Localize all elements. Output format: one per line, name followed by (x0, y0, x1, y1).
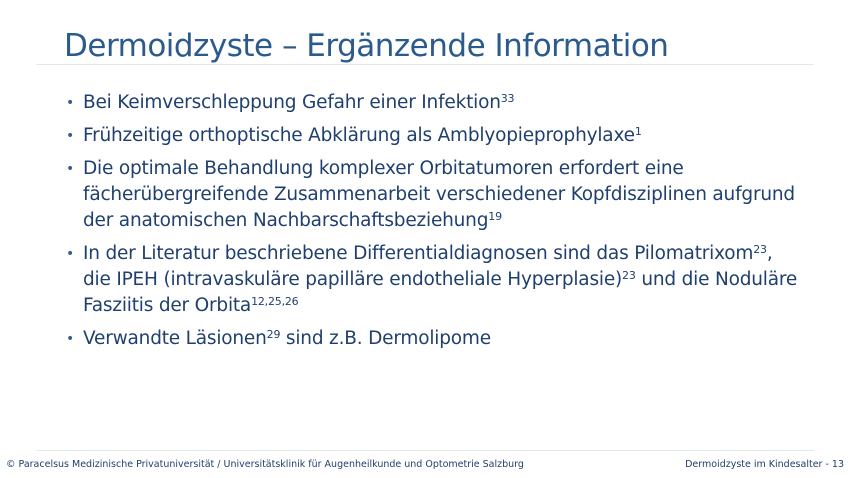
bullet-text: Verwandte Läsionen (83, 328, 267, 349)
bullet-item-differential (64, 241, 804, 319)
bullet-dot-icon: • (66, 128, 75, 144)
reference-superscript: 19 (488, 209, 502, 223)
bullet-item-infection (64, 90, 804, 116)
footer-divider (36, 450, 814, 451)
title-divider (36, 64, 814, 65)
bullet-item-treatment (64, 156, 804, 234)
reference-superscript: 1 (634, 124, 642, 138)
footer-page-label: Dermoidzyste im Kindesalter - 13 (685, 459, 844, 470)
bullet-dot-icon: • (66, 95, 75, 111)
bullet-dot-icon: • (66, 161, 75, 177)
reference-superscript: 29 (266, 327, 281, 341)
bullet-text: , die IPEH (intravaskuläre papilläre endotheliale Hyperplasie) (83, 243, 773, 290)
bullet-item-orthoptic (64, 123, 804, 149)
bullet-dot-icon: • (66, 331, 75, 347)
bullet-item-related (64, 326, 804, 352)
footer-copyright: © Paracelsus Medizinische Privatuniversität / Universitätsklinik für Augenheilkunde und Optometrie Salzburg (6, 459, 524, 470)
reference-superscript: 33 (500, 91, 515, 105)
reference-superscript: 23 (622, 268, 636, 282)
bullet-text: In der Literatur beschriebene Differentialdiagnosen sind das Pilomatrixom (83, 243, 754, 264)
reference-superscript: 12,25,26 (251, 294, 299, 308)
bullet-text: Frühzeitige orthoptische Abklärung als Amblyopieprophylaxe (83, 125, 635, 146)
bullet-list (64, 90, 804, 359)
bullet-text: sind z.B. Dermolipome (280, 328, 491, 349)
slide-title: Dermoidzyste – Ergänzende Information (64, 28, 669, 64)
bullet-dot-icon: • (66, 246, 75, 262)
reference-superscript: 23 (753, 242, 767, 256)
bullet-text: und die Noduläre Fasziitis der Orbita (83, 269, 798, 316)
bullet-text: Bei Keimverschleppung Gefahr einer Infektion (83, 92, 501, 113)
bullet-text: Die optimale Behandlung komplexer Orbitatumoren erfordert eine fächerübergreifende Zusammenarbeit verschiedener Kopfdisziplinen aufgrund der anatomischen Nachbarschaftsbeziehung (83, 158, 795, 231)
